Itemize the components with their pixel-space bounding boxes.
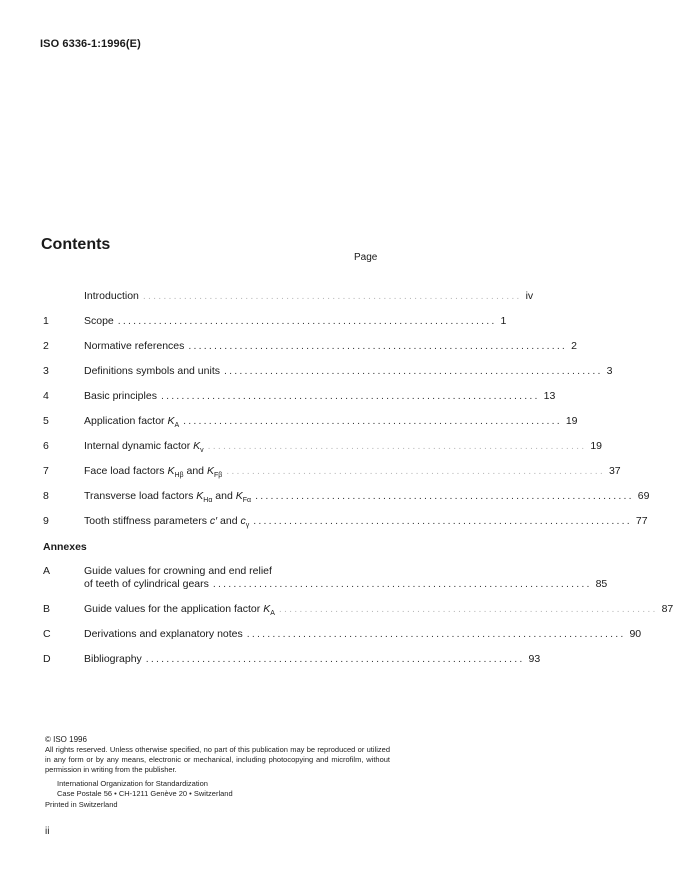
toc-entry-transverse-load-factors[interactable] bbox=[0, 489, 650, 504]
toc-leader: .......................................................................... bbox=[160, 390, 540, 402]
copyright-notice: © ISO 1996 bbox=[45, 735, 87, 744]
toc-title: Internal dynamic factor $K_v$ bbox=[84, 440, 204, 454]
toc-leader: .......................................................................... bbox=[212, 578, 592, 590]
toc-number: 1 bbox=[43, 315, 49, 327]
toc-leader: .......................................................................... bbox=[207, 440, 587, 452]
toc-page: 37 bbox=[608, 465, 621, 477]
toc-page: 1 bbox=[500, 315, 507, 327]
toc-page: 3 bbox=[606, 365, 613, 377]
toc-entry-definitions[interactable] bbox=[0, 364, 619, 378]
toc-number: 8 bbox=[43, 490, 49, 502]
toc-page: 85 bbox=[595, 578, 608, 590]
toc-page: 87 bbox=[661, 603, 673, 615]
toc-page: 93 bbox=[528, 653, 541, 665]
toc-number: 5 bbox=[43, 415, 49, 427]
rights-statement: All rights reserved. Unless otherwise specified, no part of this publication may be reproduced or utilized in any form or by any means, electronic or mechanical, including photocopying and microfilm, without permission in writing from the publisher. bbox=[45, 745, 390, 774]
annex-title: Guide values for the application factor $K_A$ bbox=[84, 603, 275, 617]
toc-entry-introduction[interactable] bbox=[0, 289, 619, 303]
toc-title: Normative references bbox=[84, 340, 185, 352]
toc-title: Definitions symbols and units bbox=[84, 365, 220, 377]
toc-entry-internal-dynamic-factor[interactable] bbox=[0, 439, 619, 453]
toc-leader: .......................................................................... bbox=[278, 603, 658, 615]
toc-title: Scope bbox=[84, 315, 114, 327]
toc-leader: .......................................................................... bbox=[253, 515, 632, 527]
toc-page: 69 bbox=[637, 490, 650, 502]
toc-title: Tooth stiffness parameters c′ and $c_\gamma$ bbox=[84, 515, 250, 529]
organization-address bbox=[57, 779, 233, 799]
annex-entry-c[interactable] bbox=[0, 627, 642, 641]
toc-page: 19 bbox=[590, 440, 603, 452]
toc-title: Introduction bbox=[84, 290, 139, 302]
annex-title-line2: of teeth of cylindrical gears bbox=[84, 578, 209, 590]
document-id: ISO 6336-1:1996(E) bbox=[40, 38, 141, 50]
toc-entry-basic-principles[interactable] bbox=[0, 389, 619, 403]
toc-leader: .......................................................................... bbox=[142, 290, 522, 302]
organization-postal: Case Postale 56 • CH-1211 Genève 20 • Switzerland bbox=[57, 789, 233, 798]
toc-entry-tooth-stiffness[interactable] bbox=[0, 514, 648, 529]
toc-number: 6 bbox=[43, 440, 49, 452]
toc-page: 13 bbox=[543, 390, 556, 402]
toc-leader: .......................................................................... bbox=[183, 415, 562, 427]
annex-title: Bibliography bbox=[84, 653, 142, 665]
annex-letter: B bbox=[43, 603, 51, 615]
symbol-k: K bbox=[193, 440, 201, 452]
toc-title: Application factor $K_A$ bbox=[84, 415, 180, 429]
annex-entry-b[interactable] bbox=[0, 602, 673, 617]
toc-number: 2 bbox=[43, 340, 49, 352]
toc-leader: .......................................................................... bbox=[117, 315, 497, 327]
page-column-label: Page bbox=[354, 252, 378, 263]
toc-leader: .......................................................................... bbox=[223, 365, 603, 377]
toc-page: 19 bbox=[565, 415, 578, 427]
annex-entry-d[interactable] bbox=[0, 652, 619, 666]
toc-leader: .......................................................................... bbox=[255, 490, 634, 502]
toc-number: 3 bbox=[43, 365, 49, 377]
toc-leader: .......................................................................... bbox=[145, 653, 525, 665]
toc-leader: .......................................................................... bbox=[246, 628, 626, 640]
toc-number: 9 bbox=[43, 515, 49, 527]
toc-page: 77 bbox=[635, 515, 648, 527]
toc-leader: .......................................................................... bbox=[226, 465, 605, 477]
toc-entry-face-load-factors[interactable] bbox=[0, 464, 619, 478]
annex-letter: C bbox=[43, 628, 51, 640]
toc-page: 90 bbox=[629, 628, 642, 640]
toc-title: Basic principles bbox=[84, 390, 157, 402]
annexes-heading: Annexes bbox=[43, 541, 87, 553]
toc-number: 4 bbox=[43, 390, 49, 402]
contents-heading: Contents bbox=[41, 236, 111, 253]
printed-in: Printed in Switzerland bbox=[45, 800, 118, 809]
toc-title: Face load factors $K_{H\beta}$ and $K_{F\beta}$ bbox=[84, 465, 223, 479]
annex-title: Derivations and explanatory notes bbox=[84, 628, 243, 640]
annex-title-line1: Guide values for crowning and end relief bbox=[84, 565, 272, 577]
toc-page: 2 bbox=[571, 340, 577, 352]
toc-page: iv bbox=[525, 290, 534, 302]
toc-entry-normative-references[interactable] bbox=[0, 339, 619, 353]
organization-name: International Organization for Standardization bbox=[57, 779, 208, 788]
symbol-k: K bbox=[167, 415, 175, 427]
toc-entry-application-factor[interactable] bbox=[0, 414, 619, 428]
annex-entry-a-line1[interactable] bbox=[0, 564, 619, 578]
annex-letter: A bbox=[43, 565, 51, 577]
toc-leader: .......................................................................... bbox=[188, 340, 568, 352]
annex-entry-a-line2[interactable] bbox=[0, 577, 619, 591]
toc-number: 7 bbox=[43, 465, 49, 477]
toc-title: Transverse load factors $K_{H\alpha}$ and $K_{F\alpha}$ bbox=[84, 490, 252, 504]
toc-entry-scope[interactable] bbox=[0, 314, 619, 328]
annex-letter: D bbox=[43, 653, 51, 665]
page-number: ii bbox=[45, 826, 50, 837]
